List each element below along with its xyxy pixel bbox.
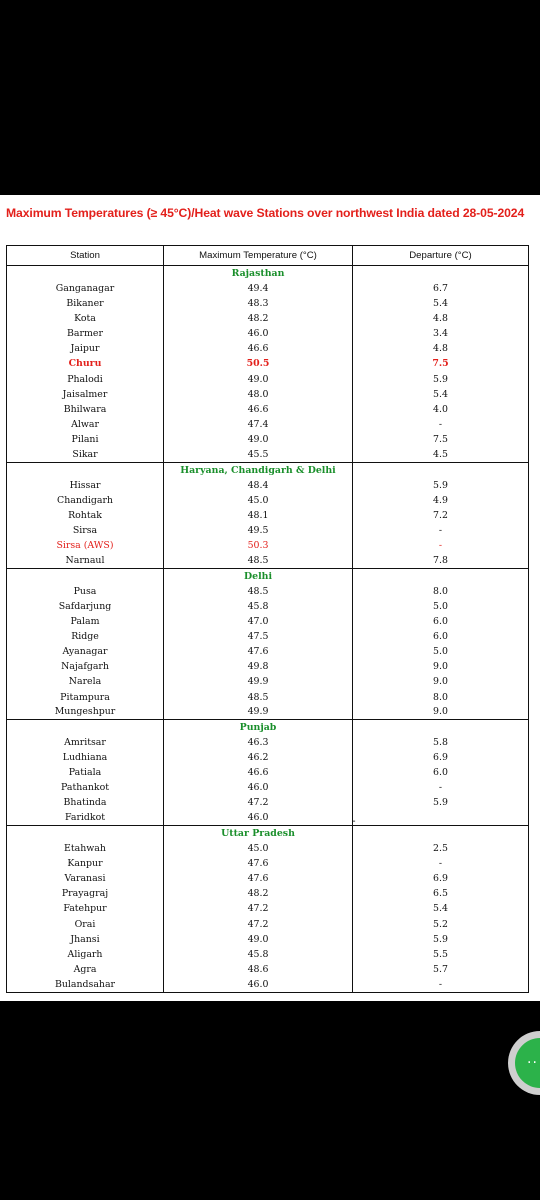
more-icon: ··: [515, 1038, 540, 1088]
departure-cell: 3.4: [353, 326, 529, 341]
station-cell: Sirsa: [7, 523, 164, 538]
station-cell: Bikaner: [7, 296, 164, 311]
departure-cell: 9.0: [353, 705, 529, 720]
table-row: [7, 523, 529, 538]
table-row: [7, 614, 529, 629]
table-row: [7, 311, 529, 326]
departure-cell: 6.0: [353, 629, 529, 644]
max-temp-cell: 49.0: [164, 432, 353, 447]
departure-cell: 5.0: [353, 599, 529, 614]
table-row: [7, 356, 529, 371]
header-max-temp: Maximum Temperature (°C): [164, 246, 353, 266]
departure-cell: 8.0: [353, 689, 529, 704]
table-row: [7, 901, 529, 916]
station-cell: Varanasi: [7, 871, 164, 886]
max-temp-cell: 47.6: [164, 856, 353, 871]
station-cell: Orai: [7, 917, 164, 932]
station-cell: Bulandsahar: [7, 977, 164, 992]
region-blank-cell: [7, 720, 164, 735]
max-temp-cell: 49.4: [164, 281, 353, 296]
max-temp-cell: 48.5: [164, 553, 353, 568]
station-cell: Aligarh: [7, 947, 164, 962]
region-blank-cell: [353, 826, 529, 841]
header-departure: Departure (°C): [353, 246, 529, 266]
station-cell: Pilani: [7, 432, 164, 447]
table-row: [7, 493, 529, 508]
table-row: [7, 371, 529, 386]
region-name: Punjab: [164, 720, 353, 735]
station-cell: Jaipur: [7, 341, 164, 356]
max-temp-cell: 47.5: [164, 629, 353, 644]
table-row: [7, 417, 529, 432]
station-cell: Pitampura: [7, 689, 164, 704]
max-temp-cell: 48.0: [164, 387, 353, 402]
max-temp-cell: 48.3: [164, 296, 353, 311]
departure-cell: 5.0: [353, 644, 529, 659]
departure-cell: 5.9: [353, 477, 529, 492]
region-name: Uttar Pradesh: [164, 826, 353, 841]
departure-cell: 4.5: [353, 447, 529, 462]
table-row: [7, 841, 529, 856]
region-blank-cell: [7, 266, 164, 281]
station-cell: Ganganagar: [7, 281, 164, 296]
departure-cell: -: [353, 417, 529, 432]
departure-cell: 6.9: [353, 871, 529, 886]
station-cell: Patiala: [7, 765, 164, 780]
departure-cell: 6.0: [353, 614, 529, 629]
table-row: [7, 583, 529, 598]
max-temp-cell: 49.9: [164, 705, 353, 720]
max-temp-cell: 45.0: [164, 493, 353, 508]
departure-cell: 7.5: [353, 432, 529, 447]
header-station: Station: [7, 246, 164, 266]
departure-cell: 6.7: [353, 281, 529, 296]
station-cell: Mungeshpur: [7, 705, 164, 720]
departure-cell: 5.4: [353, 387, 529, 402]
table-row: [7, 402, 529, 417]
max-temp-cell: 45.5: [164, 447, 353, 462]
departure-cell: 6.9: [353, 750, 529, 765]
table-row: [7, 341, 529, 356]
max-temp-cell: 45.8: [164, 947, 353, 962]
station-cell: Sikar: [7, 447, 164, 462]
region-blank-cell: [7, 826, 164, 841]
departure-cell: -: [353, 523, 529, 538]
departure-cell: 5.5: [353, 947, 529, 962]
station-cell: Bhilwara: [7, 402, 164, 417]
max-temp-cell: 49.0: [164, 932, 353, 947]
departure-cell: 5.9: [353, 932, 529, 947]
region-blank-cell: [353, 462, 529, 477]
table-row: [7, 674, 529, 689]
departure-cell: 4.0: [353, 402, 529, 417]
table-row: [7, 947, 529, 962]
station-cell: Ridge: [7, 629, 164, 644]
table-row: [7, 856, 529, 871]
region-row: [7, 720, 529, 735]
station-cell: Palam: [7, 614, 164, 629]
max-temp-cell: 50.5: [164, 356, 353, 371]
max-temp-cell: 46.6: [164, 341, 353, 356]
station-cell: Agra: [7, 962, 164, 977]
departure-cell: 7.8: [353, 553, 529, 568]
max-temp-cell: 46.3: [164, 735, 353, 750]
station-cell: Narela: [7, 674, 164, 689]
max-temp-cell: 46.0: [164, 811, 353, 826]
departure-cell: 5.4: [353, 901, 529, 916]
table-row: [7, 599, 529, 614]
table-row: [7, 644, 529, 659]
station-cell: Sirsa (AWS): [7, 538, 164, 553]
region-name: Rajasthan: [164, 266, 353, 281]
table-row: [7, 765, 529, 780]
station-cell: Ayanagar: [7, 644, 164, 659]
region-row: [7, 462, 529, 477]
station-cell: Kota: [7, 311, 164, 326]
table-row: [7, 281, 529, 296]
departure-cell: 4.8: [353, 311, 529, 326]
table-row: [7, 932, 529, 947]
station-cell: Faridkot: [7, 811, 164, 826]
table-row: [7, 705, 529, 720]
table-row: [7, 811, 529, 826]
max-temp-cell: 48.5: [164, 689, 353, 704]
station-cell: Etahwah: [7, 841, 164, 856]
table-row: [7, 689, 529, 704]
max-temp-cell: 48.6: [164, 962, 353, 977]
table-row: [7, 296, 529, 311]
max-temp-cell: 49.9: [164, 674, 353, 689]
document-title: Maximum Temperatures (≥ 45°C)/Heat wave Stations over northwest India dated 28-05-2024: [6, 206, 525, 220]
table-row: [7, 659, 529, 674]
max-temp-cell: 47.4: [164, 417, 353, 432]
departure-cell: 5.8: [353, 735, 529, 750]
station-cell: Prayagraj: [7, 886, 164, 901]
temperature-table: [6, 245, 529, 993]
station-cell: Kanpur: [7, 856, 164, 871]
departure-cell: 5.2: [353, 917, 529, 932]
max-temp-cell: 48.4: [164, 477, 353, 492]
station-cell: Safdarjung: [7, 599, 164, 614]
departure-cell: 4.8: [353, 341, 529, 356]
region-row: [7, 568, 529, 583]
station-cell: Pathankot: [7, 780, 164, 795]
departure-cell: 5.9: [353, 795, 529, 810]
max-temp-cell: 48.2: [164, 886, 353, 901]
max-temp-cell: 47.0: [164, 614, 353, 629]
max-temp-cell: 47.2: [164, 901, 353, 916]
table-row: [7, 962, 529, 977]
station-cell: Najafgarh: [7, 659, 164, 674]
region-row: [7, 826, 529, 841]
station-cell: Hissar: [7, 477, 164, 492]
region-blank-cell: [353, 568, 529, 583]
table-row: [7, 886, 529, 901]
max-temp-cell: 47.6: [164, 644, 353, 659]
departure-cell: 5.4: [353, 296, 529, 311]
table-row: [7, 735, 529, 750]
region-blank-cell: [7, 462, 164, 477]
station-cell: Bhatinda: [7, 795, 164, 810]
table-row: [7, 553, 529, 568]
table-row: [7, 871, 529, 886]
station-cell: Narnaul: [7, 553, 164, 568]
departure-cell: 9.0: [353, 674, 529, 689]
table-header-row: [7, 246, 529, 266]
station-cell: Pusa: [7, 583, 164, 598]
station-cell: Ludhiana: [7, 750, 164, 765]
region-blank-cell: [7, 568, 164, 583]
station-cell: Rohtak: [7, 508, 164, 523]
table-row: [7, 387, 529, 402]
stray-dash: -: [352, 816, 356, 827]
station-cell: Jhansi: [7, 932, 164, 947]
departure-cell: 6.0: [353, 765, 529, 780]
table-row: [7, 538, 529, 553]
max-temp-cell: 46.0: [164, 977, 353, 992]
max-temp-cell: 47.2: [164, 795, 353, 810]
table-row: [7, 432, 529, 447]
departure-cell: 2.5: [353, 841, 529, 856]
max-temp-cell: 49.0: [164, 371, 353, 386]
station-cell: Barmer: [7, 326, 164, 341]
table-row: [7, 917, 529, 932]
station-cell: Jaisalmer: [7, 387, 164, 402]
table-row: [7, 795, 529, 810]
max-temp-cell: 49.5: [164, 523, 353, 538]
table-row: [7, 447, 529, 462]
departure-cell: 8.0: [353, 583, 529, 598]
table-row: [7, 508, 529, 523]
max-temp-cell: 45.0: [164, 841, 353, 856]
station-cell: Fatehpur: [7, 901, 164, 916]
region-row: [7, 266, 529, 281]
departure-cell: -: [353, 856, 529, 871]
departure-cell: -: [353, 538, 529, 553]
table-row: [7, 977, 529, 992]
departure-cell: 5.9: [353, 371, 529, 386]
station-cell: Alwar: [7, 417, 164, 432]
max-temp-cell: 46.0: [164, 780, 353, 795]
max-temp-cell: 46.6: [164, 402, 353, 417]
table-row: [7, 326, 529, 341]
departure-cell: 7.5: [353, 356, 529, 371]
max-temp-cell: 47.6: [164, 871, 353, 886]
table-row: [7, 477, 529, 492]
max-temp-cell: 48.5: [164, 583, 353, 598]
max-temp-cell: 49.8: [164, 659, 353, 674]
departure-cell: 6.5: [353, 886, 529, 901]
departure-cell: -: [353, 780, 529, 795]
region-name: Haryana, Chandigarh & Delhi: [164, 462, 353, 477]
document-image: [0, 195, 540, 1001]
departure-cell: 7.2: [353, 508, 529, 523]
max-temp-cell: 46.0: [164, 326, 353, 341]
departure-cell: [353, 811, 529, 826]
table-row: [7, 780, 529, 795]
departure-cell: 9.0: [353, 659, 529, 674]
max-temp-cell: 47.2: [164, 917, 353, 932]
departure-cell: -: [353, 977, 529, 992]
max-temp-cell: 48.1: [164, 508, 353, 523]
station-cell: Amritsar: [7, 735, 164, 750]
region-name: Delhi: [164, 568, 353, 583]
table-row: [7, 629, 529, 644]
max-temp-cell: 45.8: [164, 599, 353, 614]
floating-action-button[interactable]: [508, 1031, 540, 1095]
max-temp-cell: 50.3: [164, 538, 353, 553]
max-temp-cell: 46.6: [164, 765, 353, 780]
station-cell: Phalodi: [7, 371, 164, 386]
table-row: [7, 750, 529, 765]
region-blank-cell: [353, 266, 529, 281]
region-blank-cell: [353, 720, 529, 735]
max-temp-cell: 46.2: [164, 750, 353, 765]
max-temp-cell: 48.2: [164, 311, 353, 326]
departure-cell: 5.7: [353, 962, 529, 977]
station-cell: Churu: [7, 356, 164, 371]
station-cell: Chandigarh: [7, 493, 164, 508]
departure-cell: 4.9: [353, 493, 529, 508]
